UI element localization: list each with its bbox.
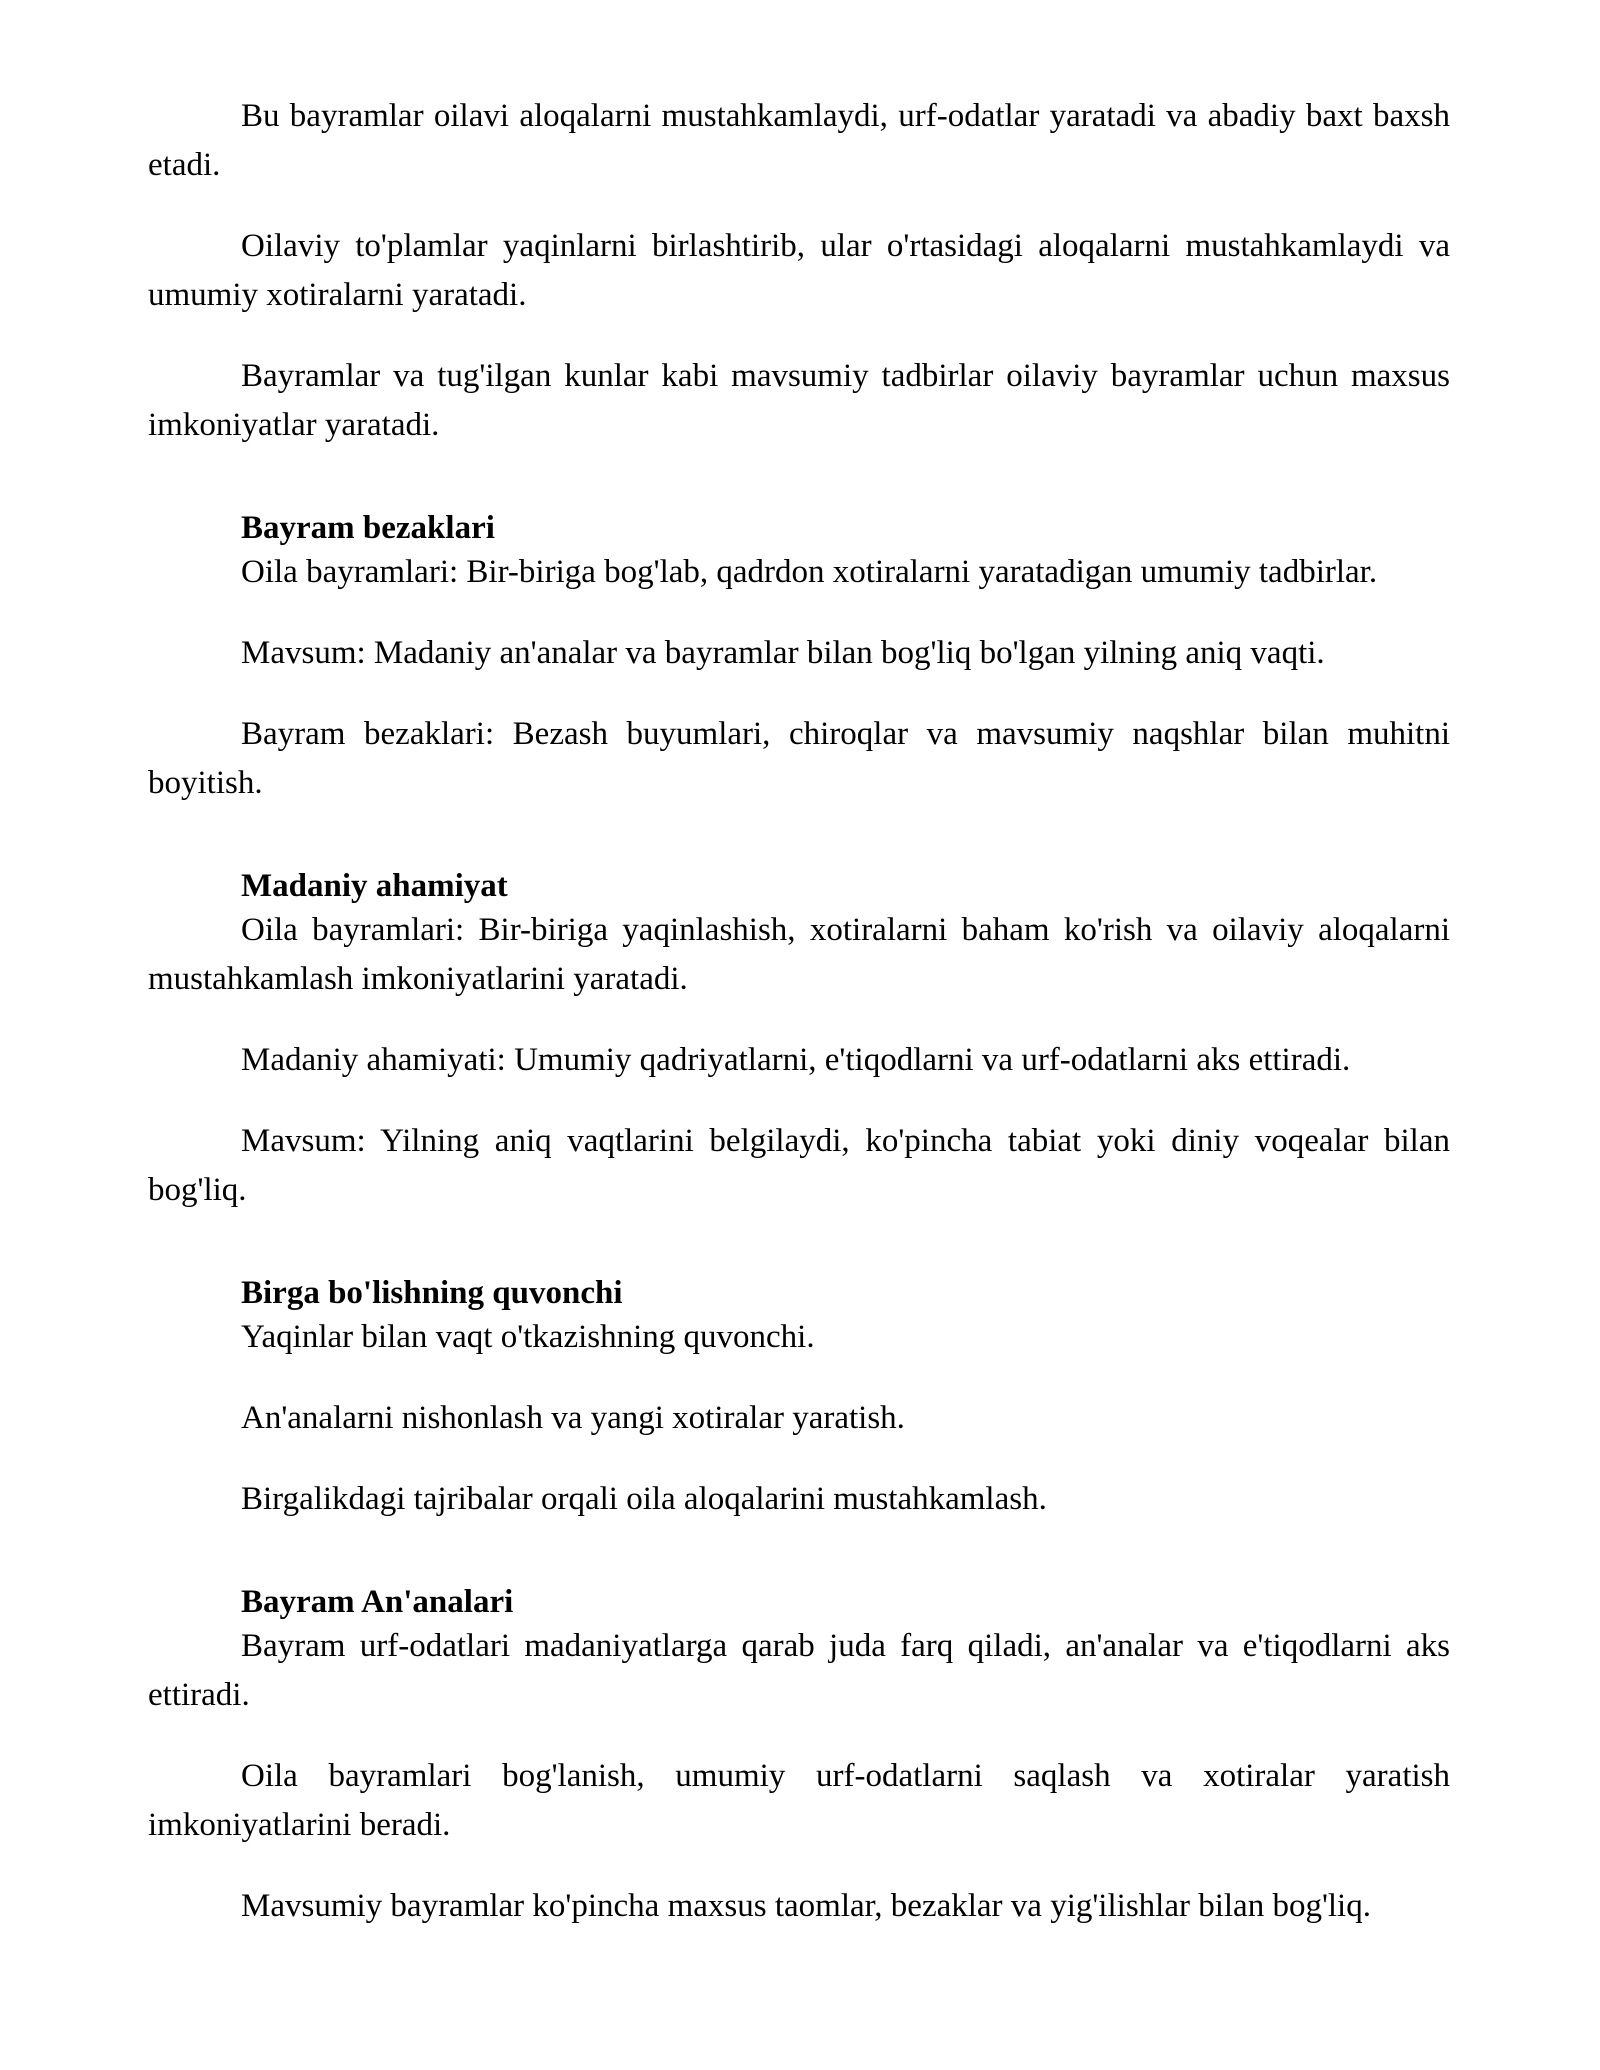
section-paragraph: An'analarni nishonlash va yangi xotiralar yaratish. [241,1400,905,1436]
section-heading: Birga bo'lishning quvonchi [241,1275,623,1311]
section-paragraph: Yaqinlar bilan vaqt o'tkazishning quvonchi. [241,1319,815,1355]
section-madaniy-ahamiyat [148,866,1450,1215]
document-page [148,92,1450,1931]
section-heading: Bayram An'analari [241,1584,514,1620]
section-paragraph: Bayram bezaklari: Bezash buyumlari, chiroqlar va mavsumiy naqshlar bilan muhitni boyitish. [148,716,1450,801]
section-birga-bolishning-quvonchi [148,1273,1450,1524]
section-paragraph: Mavsumiy bayramlar ko'pincha maxsus taomlar, bezaklar va yig'ilishlar bilan bog'liq. [241,1888,1371,1924]
section-paragraph: Mavsum: Madaniy an'analar va bayramlar bilan bog'liq bo'lgan yilning aniq vaqti. [241,635,1325,671]
section-paragraph: Oila bayramlari bog'lanish, umumiy urf-odatlarni saqlash va xotiralar yaratish imkoniyatlarini beradi. [148,1758,1450,1843]
section-paragraph: Oila bayramlari: Bir-biriga yaqinlashish, xotiralarni baham ko'rish va oilaviy aloqalarni mustahkamlash imkoniyatlarini yaratadi. [148,912,1450,997]
section-paragraph: Bayram urf-odatlari madaniyatlarga qarab juda farq qiladi, an'analar va e'tiqodlarni aks ettiradi. [148,1628,1450,1713]
section-paragraph: Oila bayramlari: Bir-biriga bog'lab, qadrdon xotiralarni yaratadigan umumiy tadbirlar. [241,554,1378,590]
section-paragraph: Madaniy ahamiyati: Umumiy qadriyatlarni, e'tiqodlarni va urf-odatlarni aks ettiradi. [241,1042,1351,1078]
section-bayram-bezaklari [148,508,1450,808]
intro-paragraph-1: Bu bayramlar oilavi aloqalarni mustahkamlaydi, urf-odatlar yaratadi va abadiy baxt baxsh etadi. [148,98,1450,183]
intro-paragraph-3: Bayramlar va tug'ilgan kunlar kabi mavsumiy tadbirlar oilaviy bayramlar uchun maxsus imkoniyatlar yaratadi. [148,358,1450,443]
section-heading: Bayram bezaklari [241,510,495,546]
section-paragraph: Birgalikdagi tajribalar orqali oila aloqalarini mustahkamlash. [241,1481,1047,1517]
section-heading: Madaniy ahamiyat [241,868,508,904]
section-paragraph: Mavsum: Yilning aniq vaqtlarini belgilaydi, ko'pincha tabiat yoki diniy voqealar bilan bog'liq. [148,1123,1450,1208]
section-bayram-ananalari [148,1582,1450,1931]
intro-paragraph-2: Oilaviy to'plamlar yaqinlarni birlashtirib, ular o'rtasidagi aloqalarni mustahkamlaydi va umumiy xotiralarni yaratadi. [148,228,1450,313]
